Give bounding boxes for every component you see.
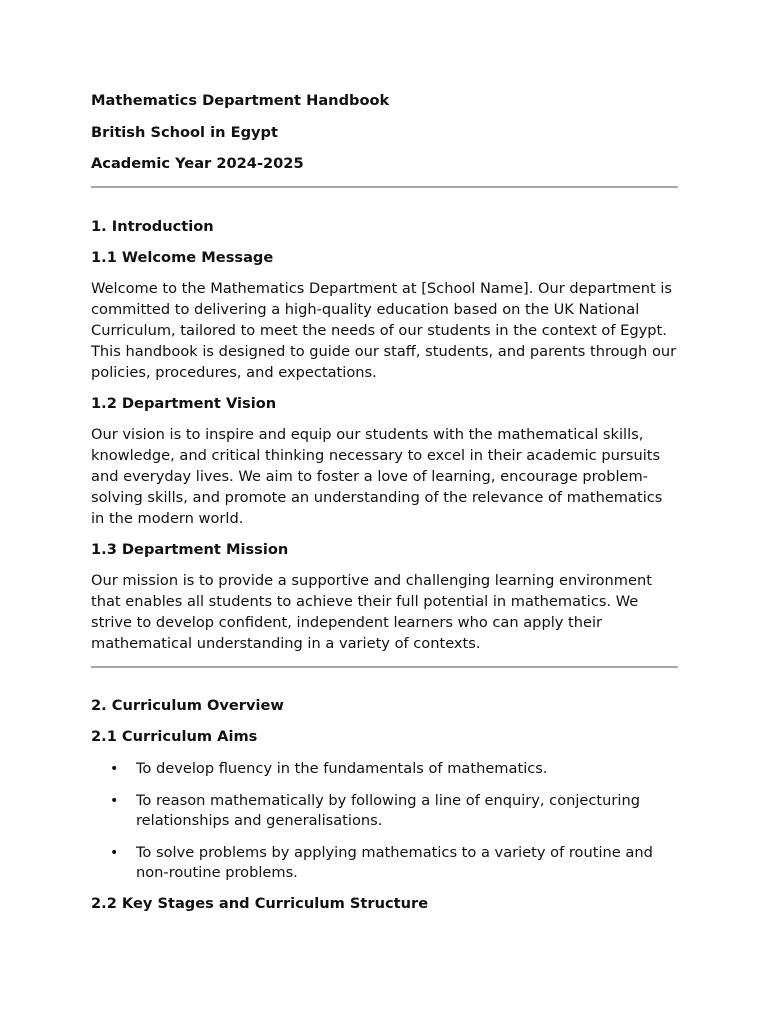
bullet-icon: • — [110, 792, 119, 809]
subheading-welcome-message: 1.1 Welcome Message — [91, 249, 274, 266]
school-name: British School in Egypt — [91, 124, 278, 141]
list-item — [91, 759, 678, 780]
list-item-text: To develop fluency in the fundamentals of mathematics. — [136, 760, 548, 777]
bullet-icon: • — [110, 844, 119, 861]
subheading-key-stages: 2.2 Key Stages and Curriculum Structure — [91, 894, 429, 912]
vision-paragraph: Our vision is to inspire and equip our students with the mathematical skills, knowledge, and critical thinking necessary to excel in their academic pursuits and everyday lives. We aim to foster a love of learning, encourage problem-solving skills, and promote an understanding of the relevance of mathematics in the modern world. — [91, 426, 663, 527]
list-item — [91, 843, 678, 884]
document-title: Mathematics Department Handbook — [91, 92, 390, 109]
section-heading-curriculum-overview: 2. Curriculum Overview — [91, 697, 284, 714]
mission-paragraph: Our mission is to provide a supportive and challenging learning environment that enables all students to achieve their full potential in mathematics. We strive to develop confident, independent learners who can apply their mathematical understanding in a variety of contexts. — [91, 572, 652, 652]
academic-year: Academic Year 2024-2025 — [91, 155, 304, 172]
subheading-curriculum-aims: 2.1 Curriculum Aims — [91, 728, 258, 745]
subheading-department-mission: 1.3 Department Mission — [91, 541, 289, 558]
welcome-paragraph: Welcome to the Mathematics Department at [School Name]. Our department is committed to delivering a high-quality education based on the UK National Curriculum, tailored to meet the needs of our students in the context of Egypt. This handbook is designed to guide our staff, students, and parents through our policies, procedures, and expectations. — [91, 280, 677, 381]
curriculum-aims-list — [91, 759, 678, 884]
list-item-text: To reason mathematically by following a line of enquiry, conjecturing relationships and generalisations. — [136, 791, 640, 829]
list-item-text: To solve problems by applying mathematics to a variety of routine and non-routine problems. — [136, 843, 653, 881]
subheading-department-vision: 1.2 Department Vision — [91, 395, 277, 412]
document-content — [91, 90, 678, 915]
section-heading-introduction: 1. Introduction — [91, 218, 214, 235]
bullet-icon: • — [110, 761, 119, 777]
list-item — [91, 791, 678, 832]
